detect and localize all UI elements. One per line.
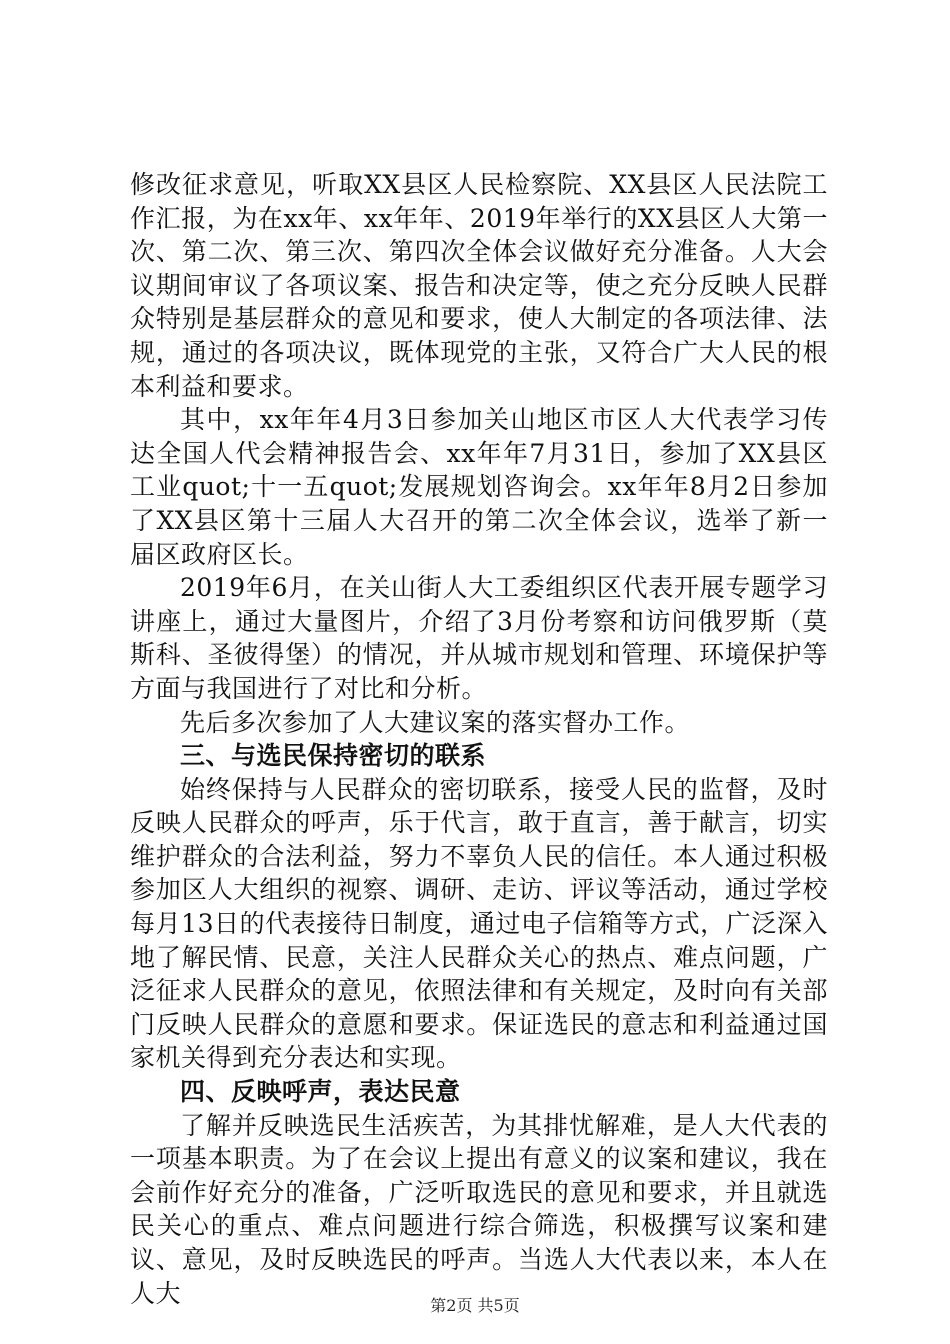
page-footer: 第2页 共5页 [430, 1296, 520, 1315]
paragraph-6: 了解并反映选民生活疾苦，为其排忧解难，是人大代表的一项基本职责。为了在会议上提出有意义的议案和建议，我在会前作好充分的准备，广泛听取选民的意见和要求，并且就选民关心的重点、难点问题进行综合筛选，积极撰写议案和建议、意见，及时反映选民的呼声。当选人大代表以来，本人在人大 [130, 1110, 828, 1308]
document-body [130, 168, 828, 1310]
paragraph-2: 其中，xx年年4月3日参加关山地区市区人大代表学习传达全国人代会精神报告会、xx年年7月31日，参加了XX县区工业quot;十一五quot;发展规划咨询会。xx年年8月2日参加了XX县区第十三届人大召开的第二次全体会议，选举了新一届区政府区长。 [130, 405, 828, 569]
paragraph-1: 修改征求意见，听取XX县区人民检察院、XX县区人民法院工作汇报，为在xx年、xx年年、2019年举行的XX县区人大第一次、第二次、第三次、第四次全体会议做好充分准备。人大会议期间审议了各项议案、报告和决定等，使之充分反映人民群众特别是基层群众的意见和要求，使人大制定的各项法律、法规，通过的各项决议，既体现党的主张，又符合广大人民的根本利益和要求。 [130, 170, 828, 401]
paragraph-5: 始终保持与人民群众的密切联系，接受人民的监督，及时反映人民群众的呼声，乐于代言，敢于直言，善于献言，切实维护群众的合法利益，努力不辜负人民的信任。本人通过积极参加区人大组织的视察、调研、走访、评议等活动，通过学校每月13日的代表接待日制度，通过电子信箱等方式，广泛深入地了解民情、民意，关注人民群众关心的热点、难点问题，广泛征求人民群众的意见，依照法律和有关规定，及时向有关部门反映人民群众的意愿和要求。保证选民的意志和利益通过国家机关得到充分表达和实现。 [130, 774, 828, 1073]
section-heading-3: 三、与选民保持密切的联系 [180, 741, 487, 771]
paragraph-4: 先后多次参加了人大建议案的落实督办工作。 [180, 707, 691, 737]
paragraph-3: 2019年6月，在关山街人大工委组织区代表开展专题学习讲座上，通过大量图片，介绍了3月份考察和访问俄罗斯（莫斯科、圣彼得堡）的情况，并从城市规划和管理、环境保护等方面与我国进行了对比和分析。 [130, 573, 828, 703]
section-heading-4: 四、反映呼声，表达民意 [180, 1077, 461, 1107]
